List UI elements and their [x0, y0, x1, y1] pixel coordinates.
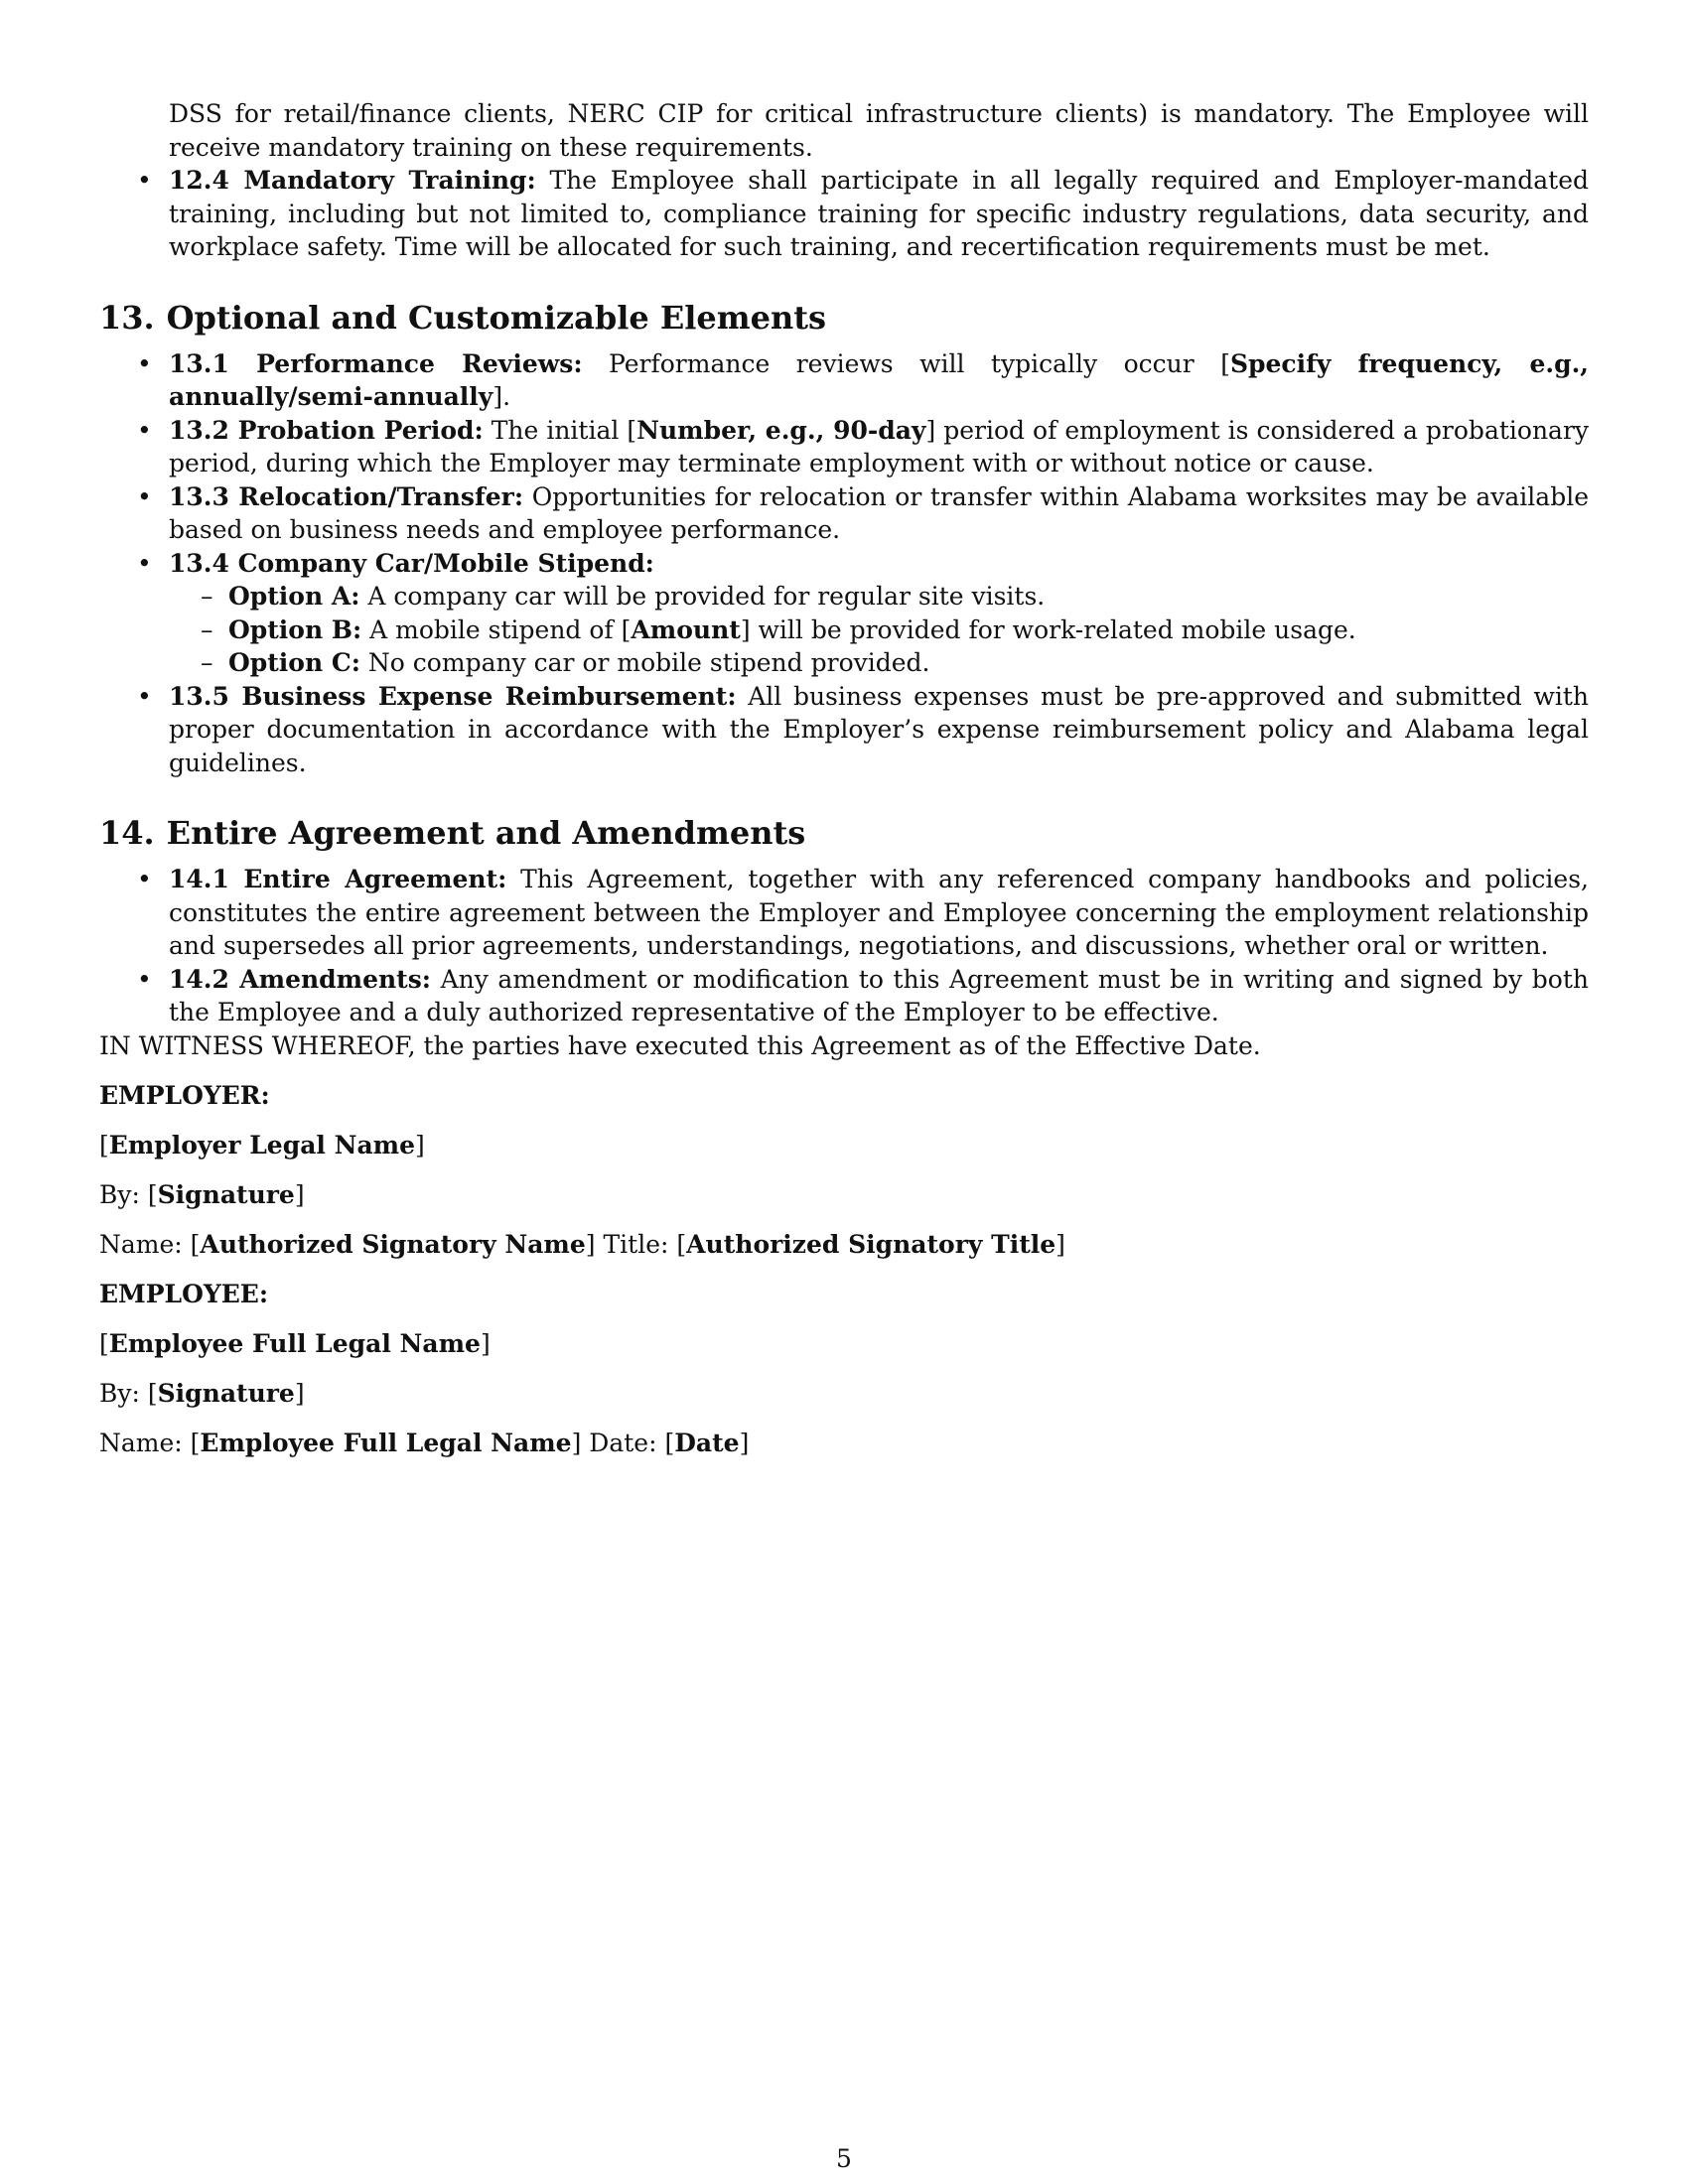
placeholder: Date [674, 1428, 740, 1457]
placeholder: Signature [157, 1378, 295, 1408]
section13-list [99, 347, 1589, 780]
placeholder: Authorized Signatory Name [200, 1229, 586, 1259]
item-label: 13.5 Business Expense Reimbursement: [169, 681, 737, 711]
item-label: 14.1 Entire Agreement: [169, 865, 507, 893]
item-text: Performance reviews will typically occur [ [582, 348, 1230, 378]
section13-heading [99, 298, 1589, 338]
item-label: 13.4 Company Car/Mobile Stipend: [169, 548, 654, 578]
item-text: This Agreement, together with any referenced company handbooks and policies, constitutes the entire agreement between the Employer and Employee concerning the employment relationship and supersedes all prior agreements, understandings, negotiations, and discussions, whether oral or written. [169, 865, 1589, 960]
list-item-14-2 [99, 963, 1589, 1029]
item-text: Any amendment or modification to this Agreement must be in writing and signed by both the Employee and a duly authorized representative of the Employer to be effective. [169, 964, 1589, 1026]
sub-list [169, 580, 1589, 680]
date-label: Date: [589, 1428, 657, 1457]
employee-legal-name: [Employee Full Legal Name] [99, 1328, 491, 1358]
placeholder: Employee Full Legal Name [108, 1328, 481, 1358]
witness-clause: IN WITNESS WHEREOF, the parties have executed this Agreement as of the Effective Date. [99, 1030, 1261, 1060]
list-item-14-1 [99, 863, 1589, 963]
page-number: 5 [836, 2144, 852, 2173]
employee-heading [99, 1278, 1589, 1311]
item-text: All business expenses must be pre-approved and submitted with proper documentation in accordance with the Employer’s expense reimbursement policy and Alabama legal guidelines. [169, 681, 1590, 777]
item-label: 13.3 Relocation/Transfer: [169, 481, 524, 511]
employer-legal-name: [Employer Legal Name] [99, 1130, 425, 1160]
item-label: 12.4 Mandatory Training: [169, 166, 536, 195]
list-item-13-5 [99, 680, 1589, 780]
section14-list [99, 863, 1589, 1029]
title-label: Title: [603, 1229, 669, 1259]
employee-name-date-line: Name: [Employee Full Legal Name] Date: [Date] [99, 1428, 750, 1457]
employee-heading-text: EMPLOYEE: [99, 1279, 269, 1308]
employer-heading [99, 1079, 1589, 1113]
employer-signature-line: By: [Signature] [99, 1179, 305, 1209]
item-text: The Employee shall participate in all legally required and Employer-mandated training, including but not limited to, compliance training for specific industry regulations, data security, and workplace safety. Time will be allocated for such training, and recertification requirements must be met. [169, 166, 1590, 261]
employer-heading-text: EMPLOYER: [99, 1080, 270, 1110]
option-label: Option B: [228, 614, 362, 644]
item-text-end: ] period of employment is considered a probationary period, during which the Employer may terminate employment with or without notice or cause. [169, 415, 1590, 478]
section-number: 14. [99, 814, 155, 852]
list-item-12-4 [99, 164, 1589, 264]
item-label: 14.2 Amendments: [169, 964, 432, 994]
name-label: Name: [99, 1428, 183, 1457]
by-label: By: [99, 1378, 140, 1408]
signature-block [99, 1079, 1589, 1460]
section12-list [99, 164, 1589, 264]
placeholder: Employee Full Legal Name [200, 1428, 572, 1457]
by-label: By: [99, 1179, 140, 1209]
option-label: Option A: [228, 582, 360, 611]
item-label: 13.1 Performance Reviews: [169, 348, 583, 378]
sub-item-option-c [169, 646, 1589, 680]
item-text-end: ]. [492, 382, 511, 411]
list-item-13-1 [99, 347, 1589, 414]
document-page [99, 97, 1589, 1459]
section-title: Optional and Customizable Elements [166, 298, 827, 337]
placeholder: Signature [157, 1179, 295, 1209]
sub-item-option-b [169, 614, 1589, 647]
list-item-13-2 [99, 414, 1589, 480]
placeholder: Number, e.g., 90-day [636, 415, 926, 445]
section-title: Entire Agreement and Amendments [166, 814, 806, 852]
employer-name-title-line: Name: [Authorized Signatory Name] Title: [Authorized Signatory Title] [99, 1229, 1065, 1259]
option-text: No company car or mobile stipend provided. [359, 648, 930, 677]
placeholder: Specify frequency, e.g., annually/semi-annually [169, 348, 1589, 411]
placeholder: Authorized Signatory Title [686, 1229, 1056, 1259]
placeholder: Amount [631, 614, 741, 644]
section12-continuation: DSS for retail/finance clients, NERC CIP for critical infrastructure clients) is mandatory. The Employee will receive mandatory training on these requirements. [169, 99, 1589, 162]
section14-heading [99, 813, 1589, 853]
section-number: 13. [99, 298, 155, 337]
placeholder: Employer Legal Name [108, 1130, 416, 1160]
item-text: Opportunities for relocation or transfer within Alabama worksites may be available based on business needs and employee performance. [169, 481, 1589, 544]
item-text: The initial [ [483, 415, 637, 445]
employee-signature-line: By: [Signature] [99, 1378, 305, 1408]
item-label: 13.2 Probation Period: [169, 415, 484, 445]
list-item-13-4 [99, 547, 1589, 680]
list-item-13-3 [99, 480, 1589, 547]
name-label: Name: [99, 1229, 183, 1259]
option-label: Option C: [228, 648, 360, 677]
option-text: A company car will be provided for regular site visits. [359, 582, 1046, 611]
option-text-end: ] will be provided for work-related mobile usage. [740, 614, 1356, 644]
option-text: A mobile stipend of [ [361, 614, 632, 644]
sub-item-option-a [169, 580, 1589, 614]
